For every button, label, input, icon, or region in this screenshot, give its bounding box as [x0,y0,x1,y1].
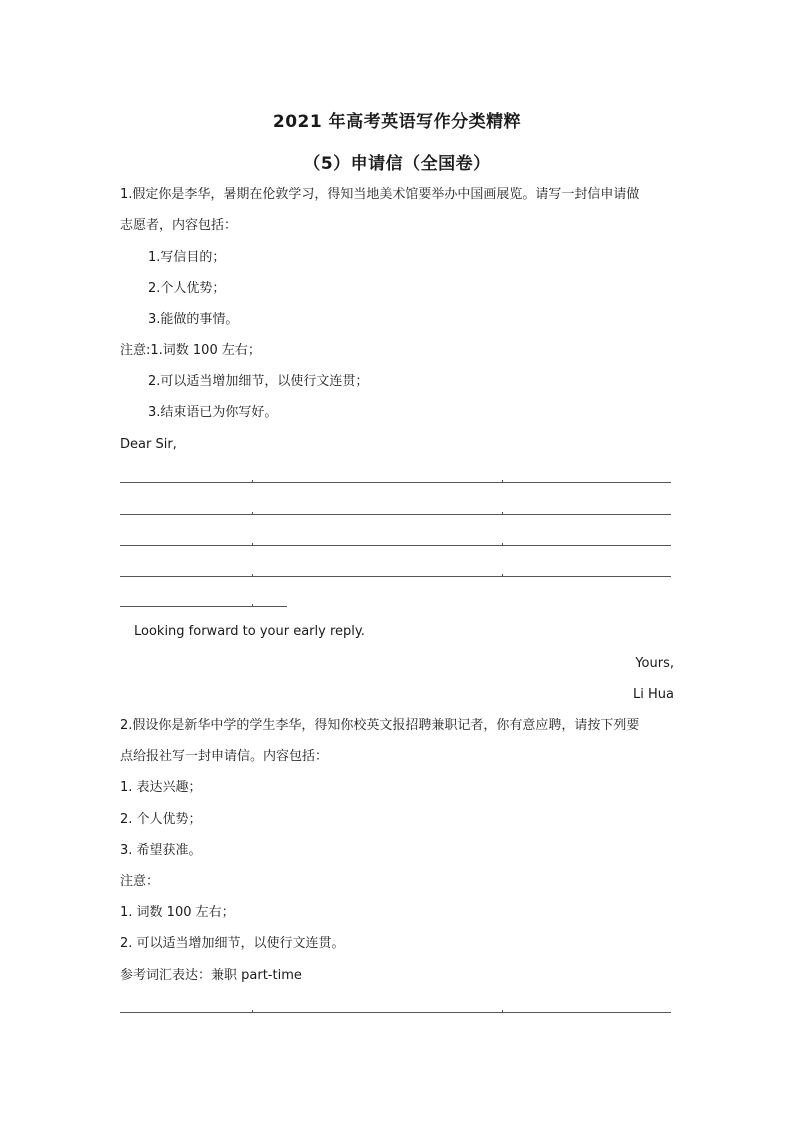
q2-vocab: 参考词汇表达：兼职 part-time [120,968,302,983]
q1-point-3: 3.能做的事情。 [148,312,239,327]
q2-note-2: 2. 可以适当增加细节，以使行文连贯。 [120,936,345,951]
line-tick [252,512,253,515]
q2-prompt-line2: 点给报社写一封申请信。内容包括： [120,749,329,764]
q1-closing: Looking forward to your early reply. [134,624,365,639]
writing-line [120,482,671,483]
line-tick [502,1010,503,1013]
writing-line [120,514,671,515]
line-tick [502,480,503,483]
writing-line [120,1012,671,1013]
q1-point-2: 2.个人优势； [148,281,226,296]
line-tick [502,543,503,546]
writing-line [120,545,671,546]
q1-salutation: Dear Sir, [120,437,177,452]
line-tick [252,543,253,546]
q2-notes-label: 注意： [120,874,160,889]
q1-prompt-line1: 1.假定你是李华，暑期在伦敦学习，得知当地美术馆要举办中国画展览。请写一封信申请做 [120,187,640,202]
q2-point-3: 3. 希望获准。 [120,843,202,858]
page-title: 2021 年高考英语写作分类精粹 [272,112,522,132]
q2-point-1: 1. 表达兴趣； [120,780,202,795]
line-tick [252,604,253,607]
line-tick [502,574,503,577]
line-tick [252,480,253,483]
q1-note-3: 3.结束语已为你写好。 [148,405,278,420]
q1-point-1: 1.写信目的； [148,250,226,265]
q1-signoff: Yours, [635,656,674,671]
q2-prompt-line1: 2.假设你是新华中学的学生李华，得知你校英文报招聘兼职记者，你有意应聘，请按下列要 [120,718,640,733]
line-tick [252,1010,253,1013]
page-subtitle: （5）申请信（全国卷） [303,154,491,174]
q2-note-1: 1. 词数 100 左右； [120,905,235,920]
writing-line-short [120,606,287,607]
q1-prompt-line2: 志愿者，内容包括： [120,218,238,233]
q1-notes-line1: 注意:1.词数 100 左右； [120,343,261,358]
q1-note-2: 2.可以适当增加细节，以使行文连贯； [148,374,369,389]
writing-line [120,576,671,577]
q2-point-2: 2. 个人优势； [120,812,202,827]
q1-signature: Li Hua [633,687,674,702]
line-tick [502,512,503,515]
line-tick [252,574,253,577]
